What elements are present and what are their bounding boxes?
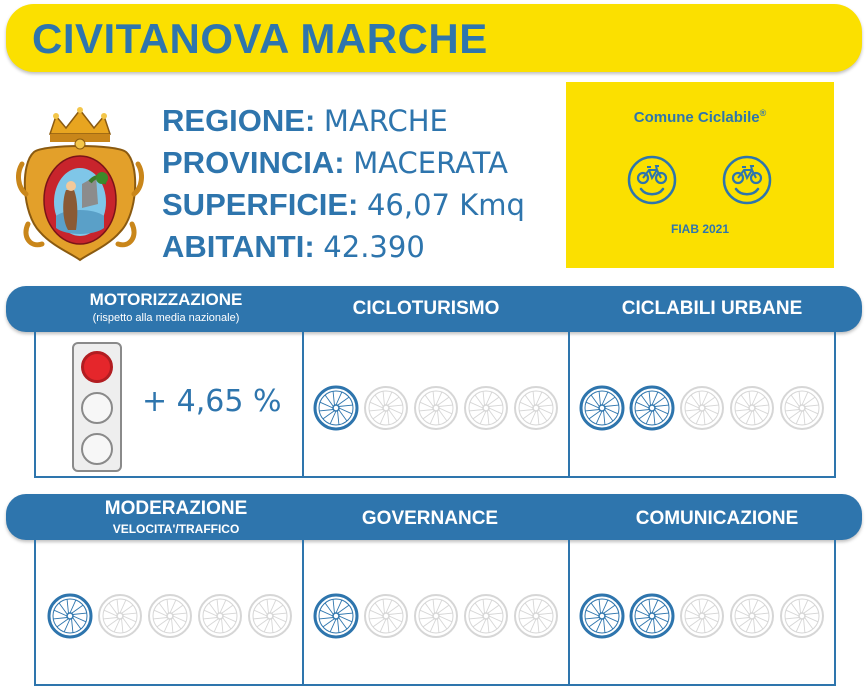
moderazione-label: MODERAZIONE — [104, 498, 248, 519]
wheel-inactive-icon — [196, 592, 244, 640]
traffic-light-icon — [72, 342, 122, 472]
wheel-inactive-icon — [728, 592, 776, 640]
coat-of-arms-icon — [16, 104, 144, 264]
registered-mark: ® — [759, 108, 767, 118]
motorizzazione-value: + 4,65 % — [142, 384, 282, 419]
wheel-inactive-icon — [146, 592, 194, 640]
wheel-inactive-icon — [678, 384, 726, 432]
wheel-inactive-icon — [412, 592, 460, 640]
wheel-inactive-icon — [362, 592, 410, 640]
superficie-row — [162, 184, 562, 226]
wheel-inactive-icon — [778, 592, 826, 640]
wheel-inactive-icon — [412, 384, 460, 432]
wheel-inactive-icon — [462, 592, 510, 640]
wheel-active-icon — [312, 592, 360, 640]
wheel-active-icon — [312, 384, 360, 432]
comune-ciclabile-badge — [566, 82, 834, 268]
motorizzazione-sub: (rispetto alla media nazionale) — [92, 312, 240, 324]
badge-footer: FIAB 2021 — [670, 222, 730, 236]
regione-label: REGIONE: — [162, 103, 316, 138]
badge-title — [566, 108, 834, 126]
regione-row — [162, 100, 562, 142]
moderazione-sub: VELOCITA'/TRAFFICO — [112, 522, 240, 536]
wheel-active-icon — [628, 384, 676, 432]
wheel-inactive-icon — [362, 384, 410, 432]
governance-label: GOVERNANCE — [361, 508, 499, 529]
wheel-active-icon — [578, 592, 626, 640]
superficie-value: 46,07 Kmq — [366, 188, 525, 222]
header-band-row2 — [6, 494, 862, 540]
ciclabili-urbane-label: CICLABILI URBANE — [621, 298, 803, 319]
city-title: CIVITANOVA MARCHE — [32, 15, 488, 62]
green-light — [81, 433, 113, 465]
provincia-label: PROVINCIA: — [162, 145, 345, 180]
wheel-active-icon — [628, 592, 676, 640]
cicloturismo-label: CICLOTURISMO — [352, 298, 500, 319]
red-light — [81, 351, 113, 383]
wheel-inactive-icon — [512, 384, 560, 432]
wheel-inactive-icon — [96, 592, 144, 640]
regione-value: MARCHE — [323, 104, 448, 138]
comunicazione-label: COMUNICAZIONE — [635, 508, 799, 529]
wheel-inactive-icon — [778, 384, 826, 432]
header-band-row1 — [6, 286, 862, 332]
wheel-inactive-icon — [728, 384, 776, 432]
abitanti-value: 42.390 — [323, 230, 425, 264]
wheel-inactive-icon — [512, 592, 560, 640]
provincia-row — [162, 142, 562, 184]
wheel-inactive-icon — [462, 384, 510, 432]
bike-smile-icon — [721, 154, 773, 206]
badge-title-text: Comune Ciclabile — [633, 109, 760, 126]
amber-light — [81, 392, 113, 424]
wheel-inactive-icon — [246, 592, 294, 640]
abitanti-row — [162, 226, 562, 268]
title-bar — [6, 4, 862, 72]
wheel-inactive-icon — [678, 592, 726, 640]
motorizzazione-label: MOTORIZZAZIONE — [89, 290, 243, 309]
wheel-active-icon — [46, 592, 94, 640]
city-info — [162, 100, 562, 268]
provincia-value: MACERATA — [353, 146, 508, 180]
wheel-active-icon — [578, 384, 626, 432]
bike-smile-icon — [626, 154, 678, 206]
superficie-label: SUPERFICIE: — [162, 187, 359, 222]
abitanti-label: ABITANTI: — [162, 229, 315, 264]
